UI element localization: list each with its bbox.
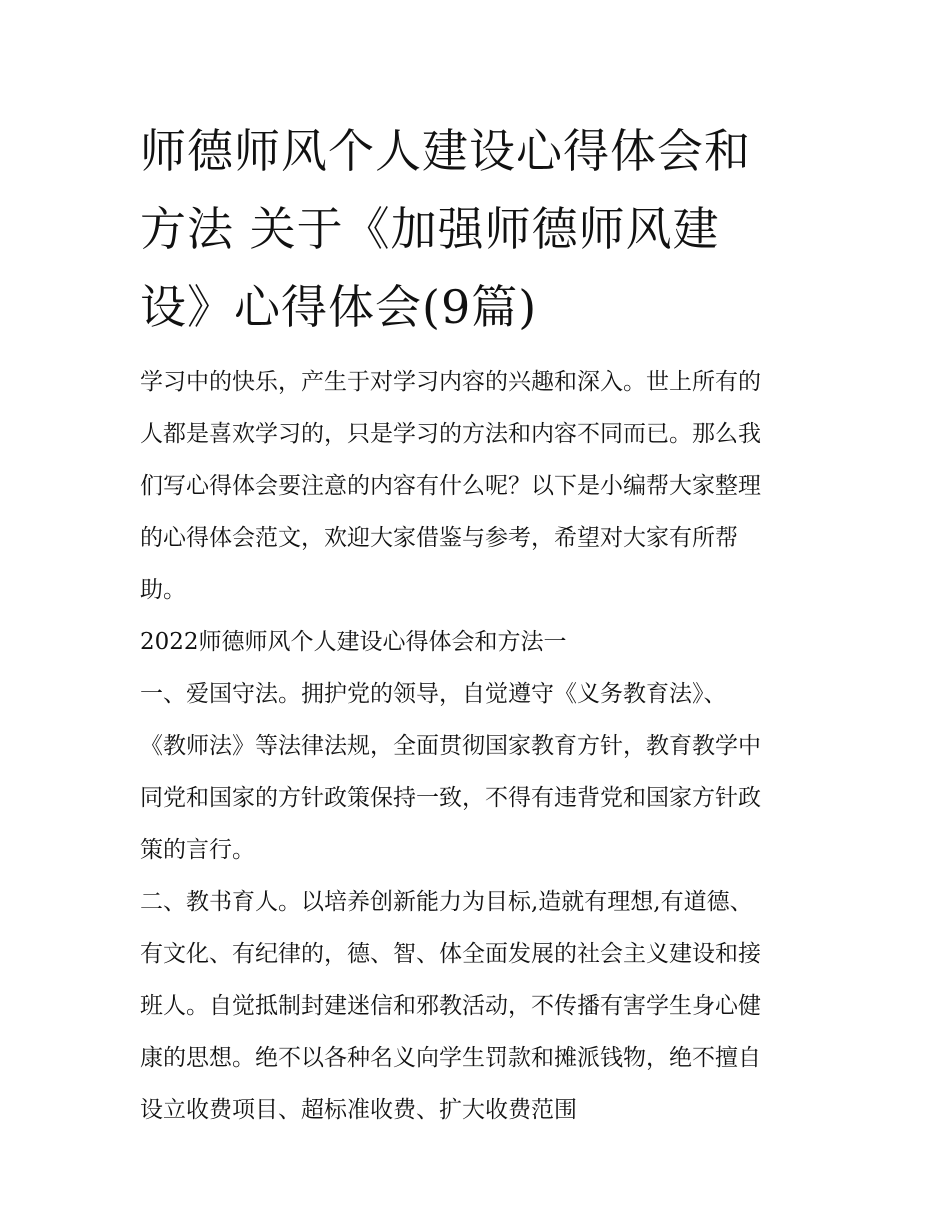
paragraph-line: 康的思想。绝不以各种名义向学生罚款和摊派钱物，绝不擅自 <box>140 1045 761 1071</box>
paragraph-line: 一、爱国守法。拥护党的领导，自觉遵守《义务教育法》、 <box>140 681 727 707</box>
intro-line: 人都是喜欢学习的，只是学习的方法和内容不同而已。那么我 <box>140 421 761 447</box>
intro-line: 学习中的快乐，产生于对学习内容的兴趣和深入。世上所有的 <box>140 369 761 395</box>
intro-line: 的心得体会范文，欢迎大家借鉴与参考，希望对大家有所帮 <box>140 525 738 551</box>
intro-line: 助。 <box>140 577 186 603</box>
paragraph-line: 《教师法》等法律法规，全面贯彻国家教育方针，教育教学中 <box>140 733 761 759</box>
paragraph-line: 有文化、有纪律的，德、智、体全面发展的社会主义建设和接 <box>140 941 761 967</box>
title-line: 设》心得体会(9篇) <box>140 280 538 334</box>
paragraph-line: 二、教书育人。以培养创新能力为目标,造就有理想,有道德、 <box>140 889 753 915</box>
paragraph-line: 设立收费项目、超标准收费、扩大收费范围 <box>140 1097 577 1123</box>
paragraph-line: 策的言行。 <box>140 837 255 863</box>
paragraph-line: 同党和国家的方针政策保持一致，不得有违背党和国家方针政 <box>140 785 761 811</box>
title-line: 师德师风个人建设心得体会和 <box>140 124 751 178</box>
intro-line: 们写心得体会要注意的内容有什么呢？以下是小编帮大家整理 <box>140 473 761 499</box>
document-body <box>140 356 820 1136</box>
document-title <box>140 112 820 346</box>
section-heading: 2022师德师风个人建设心得体会和方法一 <box>140 629 567 655</box>
paragraph-line: 班人。自觉抵制封建迷信和邪教活动，不传播有害学生身心健 <box>140 993 761 1019</box>
title-line: 方法 关于《加强师德师风建 <box>140 202 720 256</box>
